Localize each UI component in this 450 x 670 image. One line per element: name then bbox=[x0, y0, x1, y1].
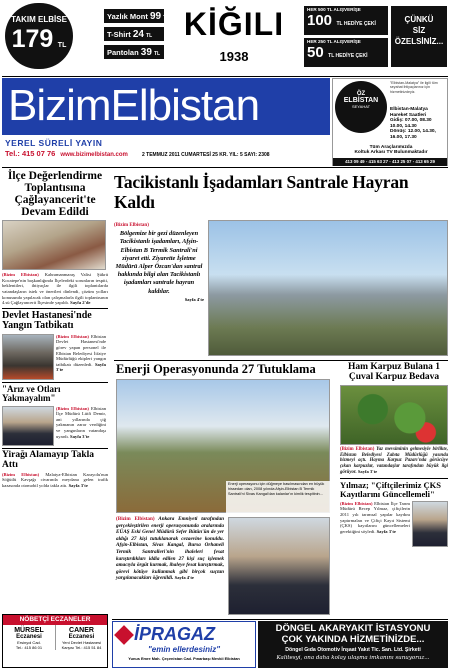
takim-unit: TL bbox=[57, 42, 67, 49]
masthead-title: BizimElbistan bbox=[2, 78, 330, 135]
masthead-rule bbox=[2, 76, 448, 77]
second-story-caption: Enerji operasyonu için düğmeye basılmasından en büyük hissedarı olan, 2008 yılında Afşin-Elbistan B Termik Santrali'ni Sivas Kangal'dan kalanlar'ın kimlik tespitinin... bbox=[226, 481, 330, 513]
article-title: İlçe Değerlendirme Toplantısına Çağlayancerit'te Devam Edildi bbox=[7, 170, 103, 219]
article-karpuz bbox=[340, 363, 448, 476]
article-yangin-tatbikati bbox=[2, 311, 108, 380]
article-body: (Bizim Elbistan) Elbistan Devlet Hastanesi'nde görev yapan personel ile Elbistan Belediyesi İtfaiye Müdürlüğü ekipleri yangın tatbikatı düzenledi. Sayfa 3'te bbox=[56, 333, 106, 373]
masthead-contact: Tel.: 415 07 76 www.bizimelbistan.com bbox=[5, 149, 128, 158]
masthead-subtitle: YEREL SÜRELİ YAYIN bbox=[5, 138, 103, 148]
dongel-ad bbox=[258, 621, 448, 668]
article-body: (Bizim Elbistan) Elbistan İlçe Müdürü Lütfi Demir, ani yıllarında çiğ yakmanın zarar verdiğini ve yangınların vatandaşı uyardı. Sayfa 3'te bbox=[56, 405, 106, 439]
takim-label: TAKIM ELBİSE bbox=[11, 15, 67, 24]
second-story-title: Enerji Operasyonunda 27 Tutuklama bbox=[116, 362, 316, 376]
masthead bbox=[2, 78, 448, 166]
ipragaz-slogan: "emin ellerdesiniz" bbox=[147, 645, 221, 654]
second-story-portrait bbox=[228, 517, 330, 615]
nobetci-title: NÖBETÇİ ECZANELER bbox=[3, 615, 107, 625]
top-ad-strip bbox=[0, 0, 450, 74]
dongel-company: Döngel Gıda Otomotiv İnşaat Yakıt Tic. San. Ltd. Şirketi bbox=[285, 647, 421, 653]
article-title: Devlet Hastanesi'nde Yangın Tatbikatı bbox=[2, 309, 92, 332]
article-body: (Bizim Elbistan) Elbistan İlçe Tarım Müdürü Recep Yılmaz, çiftçilerin 2011 yılı tarımsal yapılar kaydını yaptırmaları ve Çiftçi Kayıt Sistemi (ÇKS) kayıtlarını güncellemeleri gerektiğini söyledi. Sayfa 3'te bbox=[340, 500, 410, 534]
article-photo bbox=[412, 501, 448, 547]
takim-elbise-badge bbox=[5, 3, 73, 69]
article-photo bbox=[2, 220, 106, 270]
article-caglayancerit bbox=[2, 170, 108, 306]
seyahat-ad bbox=[332, 78, 448, 166]
article-body: (Bizim Elbistan) Malatya-Elbistan Karayolu'nun Söğütlü Kavşağı civarında meydana gelen trafik kazasında otomobil yolda takla attı. Sayfa 3'te bbox=[2, 471, 108, 488]
article-photo bbox=[2, 406, 54, 446]
seyahat-logo: ÖZ ELBİSTAN SEYAHAT bbox=[335, 81, 387, 133]
left-column bbox=[2, 170, 108, 613]
second-story bbox=[116, 363, 332, 617]
ipragaz-address: Yunus Emre Mah. Çeçenistan Cad. Pınarbaşı Mevkii Elbistan bbox=[128, 656, 240, 661]
article-takla bbox=[2, 451, 108, 489]
ipragaz-ad bbox=[112, 621, 256, 668]
article-ot-yakma bbox=[2, 385, 108, 446]
ipragaz-brand: İPRAGAZ bbox=[134, 624, 215, 644]
eczane-caner: CANER Eczanesi Yeni Devlet Hastanesi Karşısı Tel.: 415 51 84 bbox=[55, 625, 107, 650]
slogan-box: ÇÜNKÜ SİZ ÖZELSİNİZ... bbox=[391, 6, 447, 67]
article-title: "Arız ve Otları Yakmayalım" bbox=[2, 383, 61, 404]
bottom-rule bbox=[112, 619, 448, 620]
price-item: Pantolan 39 TL bbox=[104, 45, 164, 59]
nobetci-eczaneler bbox=[2, 614, 108, 668]
ipragaz-flame-icon bbox=[114, 625, 134, 645]
dongel-title-2: ÇOK YAKINDA HİZMETİNİZDE... bbox=[281, 634, 425, 645]
article-title: Yılmaz; "Çiftçilerimiz ÇKS Kayıtlarını Güncellemeli" bbox=[340, 479, 442, 499]
dongel-slogan: Kalitesyi, ona daha kolay ulaşma imkanını sunuyoruz... bbox=[276, 655, 430, 661]
gift-offer-1: HER 500 TL ALIŞVERİŞE 100 TL HEDİYE ÇEKİ bbox=[304, 6, 388, 35]
article-body: (Bizim Elbistan) Yaz mevsiminin gelmesiyle birlikte, Elbistan Belediyesi Zabıta Müdürlüğü yasında bizmeyi açtı. Hayma Karpuz Pazarı'nda görücüye çıkan karpuzlar, vatandaşlar tarafından büyük ilgi görüyor. Sayfa 3'te bbox=[340, 446, 448, 476]
price-item: T-Shirt 24 TL bbox=[104, 27, 164, 41]
article-photo bbox=[340, 385, 448, 445]
seyahat-intro: "Elbistan-Malatya" ile ilgili tüm seyahat ihtiyaçlarınız için hizmetinizdeyiz. bbox=[390, 81, 438, 94]
brand-name: KİĞILI bbox=[183, 6, 285, 42]
article-title: Ham Karpuz Bulana 1 Çuval Karpuz Bedava bbox=[347, 362, 441, 382]
article-cks bbox=[340, 481, 448, 547]
second-story-body: (Bizim Elbistan) Ankara Emniyeti tarafından gerçekleştirilen enerji operasyonunda aralarında EÜAŞ Eski Genel Müdürü Sefer Bütün'ün de yer aldığı 27 kişi tutuklanarak cezaevine konuldu. Afşin-Elbistan, Sivas Kangal, Bursa Orhaneli Termik Santralleri'nin ihaleleri fesat karıştırdıkları iddia edilen 27 kişi suç işlemek amacıyla örgüt kurmak, ihaleye fesat karıştırmak, görevi kötüye kullanmak gibi birçok suçtan yargılanacakları öğrenildi. Sayfa 4'te bbox=[116, 516, 225, 582]
issue-line: 2 TEMMUZ 2011 CUMARTESİ 25 KR. YIL: 5 SAYI: 2308 bbox=[142, 152, 270, 158]
seyahat-vehicles: Tüm Araçlarımızda Koltuk Arkası TV Bulunmaktadır bbox=[354, 145, 428, 156]
seyahat-phones: 413 09 49 - 415 63 27 - 413 25 07 - 413 65 29 bbox=[333, 158, 447, 166]
right-column bbox=[340, 363, 448, 617]
gift-offer-2: HER 250 TL ALIŞVERİŞE 50 TL HEDİYE ÇEKİ bbox=[304, 38, 388, 67]
takim-price: 179 bbox=[11, 25, 54, 53]
brand-year: 1938 bbox=[219, 49, 249, 64]
main-story bbox=[114, 172, 448, 358]
price-list bbox=[104, 9, 170, 59]
main-story-title: Tacikistanlı İşadamları Santrale Hayran Kaldı bbox=[114, 172, 409, 212]
eczane-mursel: MÜRSEL Eczanesi Ersinyol Cad. Tel.: 415 86 01 bbox=[14, 627, 44, 650]
article-title: Yirağı Alamayıp Takla Attı bbox=[2, 449, 95, 470]
main-story-rule bbox=[114, 360, 448, 361]
article-photo bbox=[2, 334, 54, 380]
main-story-body: (Bizim Elbistan) Bölgemize bir gezi düzenleyen Tacikistanlı işadamları, Afşin-Elbistan B Termik Santrali'ni ziyaret etti. Ziyarette İşletme Müdürü Alper Özcan'dan santral hakkında bilgi alan Tacikistanlı işadamları santrale hayran kaldılar. Sayfa 4'te bbox=[114, 223, 204, 302]
main-story-photo bbox=[208, 220, 448, 356]
article-body: (Bizim Elbistan) Kahramanmaraş Valisi Şükrü Kocatepe'nin başkanlığında İlçelerdeki sorunların tespiti, beklentileri, ihtiyaçlar ile ilgili toplantılarda vatandaşların istek ve önerileri dinlendi, çözüm yolları konusunda yapılacak olan çalışmalarla ilgili toplantısının 4.sü Çağlayancerit İlçesinde yapıldı. Sayfa 2'de bbox=[2, 272, 108, 306]
seyahat-route: Elbistan-Malatya Hareket Saatleri Gidiş: 07.00, 08.30 10.00, 14.30 Dönüş: 12.00, 14.30, 16.00, 17.30 bbox=[390, 107, 436, 140]
dongel-title-1: DÖNGEL AKARYAKIT İSTASYONU bbox=[275, 623, 431, 634]
price-item: Yazlık Mont 99 TL bbox=[104, 9, 164, 23]
masthead-bottom-rule bbox=[2, 167, 448, 168]
kigili-logo bbox=[170, 6, 298, 64]
